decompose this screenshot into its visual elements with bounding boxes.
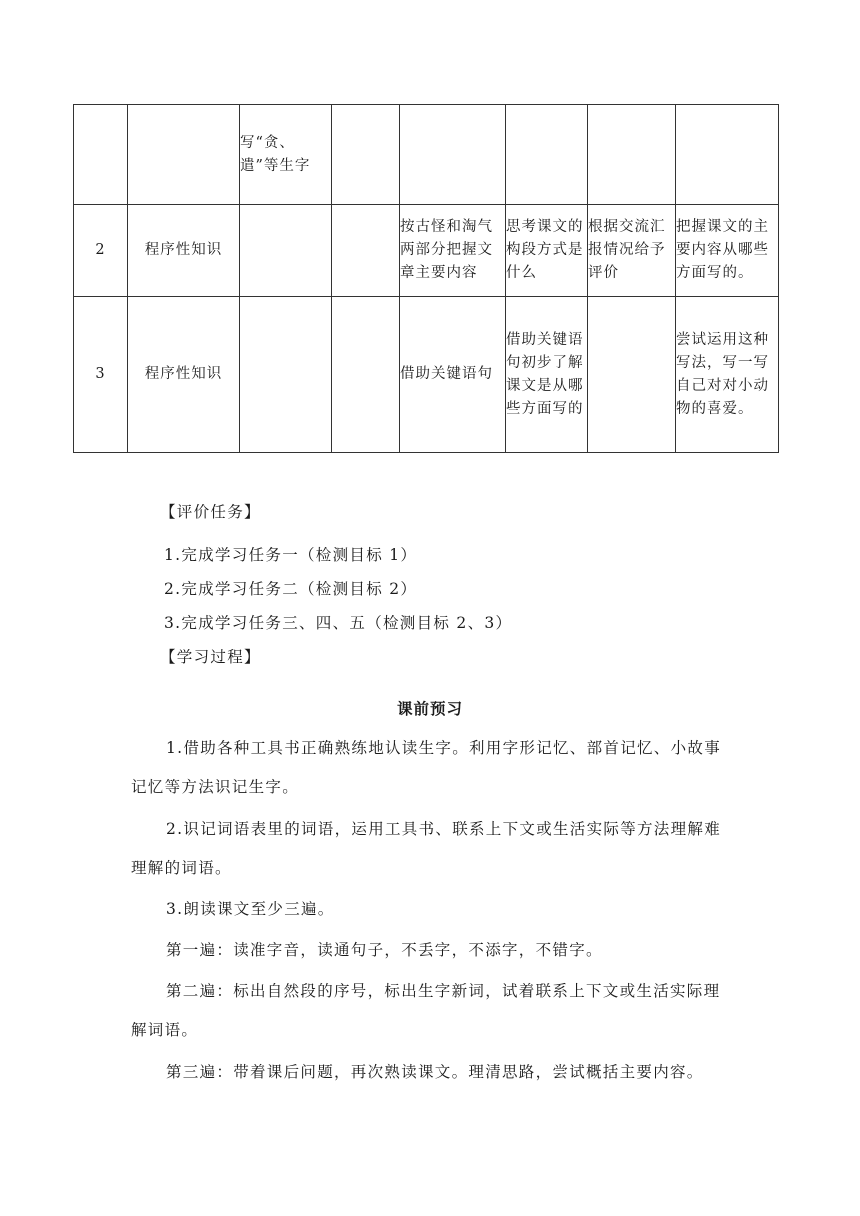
- table-cell: [74, 105, 128, 205]
- section-title-process: 【学习过程】: [160, 648, 261, 666]
- table-cell: [506, 105, 588, 205]
- paragraph-line: 解词语。: [131, 1021, 199, 1039]
- evaluation-item: 1.完成学习任务一（检测目标 1）: [164, 546, 418, 564]
- table-cell: [676, 105, 779, 205]
- evaluation-item: 3.完成学习任务三、四、五（检测目标 2、3）: [164, 614, 513, 632]
- section-title-evaluation: 【评价任务】: [160, 503, 261, 521]
- row-number: 2: [74, 205, 128, 297]
- table-cell: 借助关键语句初步了解课文是从哪些方面写的: [506, 297, 588, 453]
- table-cell: [588, 297, 676, 453]
- paragraph-line: 2.识记词语表里的词语，运用工具书、联系上下文或生活实际等方法理解难: [166, 820, 721, 838]
- paragraph-line: 记忆等方法识记生字。: [131, 778, 300, 796]
- table-cell: 按古怪和淘气两部分把握文章主要内容: [400, 205, 506, 297]
- paragraph-line: 1.借助各种工具书正确熟练地认读生字。利用字形记忆、部首记忆、小故事: [166, 739, 721, 757]
- table-cell: 写“贪、遣”等生字: [240, 105, 332, 205]
- knowledge-type: 程序性知识: [128, 297, 240, 453]
- table-row: [74, 105, 779, 205]
- evaluation-item: 2.完成学习任务二（检测目标 2）: [164, 580, 418, 598]
- paragraph-line: 第三遍：带着课后问题，再次熟读课文。理清思路，尝试概括主要内容。: [166, 1063, 704, 1081]
- table-cell: 思考课文的构段方式是什么: [506, 205, 588, 297]
- paragraph-line: 3.朗读课文至少三遍。: [166, 900, 335, 918]
- preview-heading: 课前预习: [396, 699, 463, 718]
- paragraph-line: 理解的词语。: [131, 859, 232, 877]
- paragraph-line: 第一遍：读准字音，读通句子，不丢字，不添字，不错字。: [166, 941, 603, 959]
- table-cell: 借助关键语句: [400, 297, 506, 453]
- table-row: [74, 205, 779, 297]
- table-cell: [332, 105, 400, 205]
- knowledge-type: 程序性知识: [128, 205, 240, 297]
- table-cell: [240, 297, 332, 453]
- table-cell: 根据交流汇报情况给予评价: [588, 205, 676, 297]
- table-cell: [332, 297, 400, 453]
- table-cell: [332, 205, 400, 297]
- table-cell: 把握课文的主要内容从哪些方面写的。: [676, 205, 779, 297]
- table-cell: [400, 105, 506, 205]
- row-number: 3: [74, 297, 128, 453]
- objectives-table: [73, 104, 779, 453]
- table-cell: 尝试运用这种写法，写一写自己对对小动物的喜爱。: [676, 297, 779, 453]
- table-cell: [588, 105, 676, 205]
- paragraph-line: 第二遍：标出自然段的序号，标出生字新词，试着联系上下文或生活实际理: [166, 982, 721, 1000]
- table-row: [74, 297, 779, 453]
- table-cell: [128, 105, 240, 205]
- table-cell: [240, 205, 332, 297]
